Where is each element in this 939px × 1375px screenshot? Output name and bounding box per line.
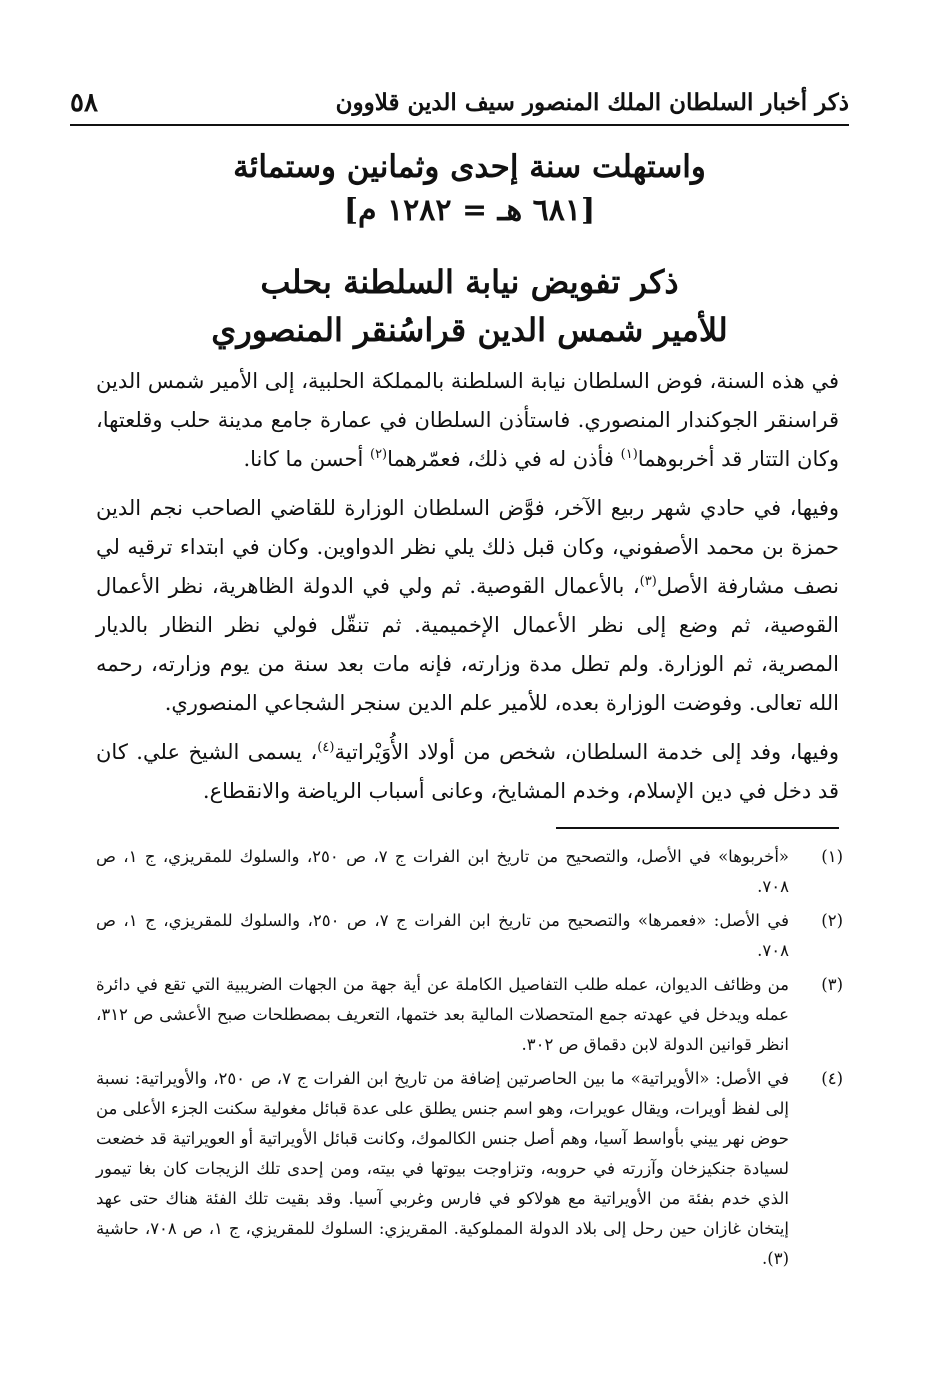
section-heading [90,258,849,354]
footnote-number: (٢) [821,911,843,930]
footnote-ref-2: (٢) [369,447,388,462]
footnote-2 [96,906,843,966]
footnote-text: في الأصل: «فعمرها» والتصحيح من تاريخ ابن الفرات ج ٧، ص ٢٥٠، والسلوك للمقريزي، ج ١، ص ٧٠٨. [96,911,789,960]
footnote-1 [96,842,843,902]
footnote-number: (٣) [821,975,843,994]
paragraph-1 [96,362,839,479]
footnotes [96,842,843,1278]
footnote-number: (٤) [821,1069,843,1088]
paragraph-1-text-b: فأذن له في ذلك، فعمّرهما [387,447,621,471]
year-heading-title: واستهلت سنة إحدى وثمانين وستمائة [233,149,706,185]
footnote-ref-4: (٤) [317,740,335,755]
footnote-3 [96,970,843,1060]
paragraph-1-text-c: أحسن ما كانا. [243,447,370,471]
section-heading-line-2: للأمير شمس الدين قراسُنقر المنصوري [211,311,728,349]
running-header [70,78,849,126]
footnote-ref-3: (٣) [639,574,657,589]
footnote-text: «أخربوها» في الأصل، والتصحيح من تاريخ ابن الفرات ج ٧، ص ٢٥٠، والسلوك للمقريزي، ج ١، ص ٧٠٨. [96,847,790,896]
footnote-text: من وظائف الديوان، عمله طلب التفاصيل الكاملة عن أية جهة من الجهات الضريبية التي تقع في دائرة عمله ويدخل في عهدته جمع المتحصلات المالية بعد ختمها، التعريف بمصطلحات صبح الأعشى ص ٣١٢، انظر قوانين الدولة لابن دقماق ص ٣٠٢. [96,975,789,1054]
body-text [96,362,839,821]
year-heading-dates: [٦٨١ هـ = ١٢٨٢ م] [343,193,596,228]
footnote-divider [556,827,839,829]
paragraph-3-text-b: ، يسمى الشيخ علي. كان قد دخل في دين الإسلام، وخدم المشايخ، وعانى أسباب الرياضة والانقطاع. [96,740,839,803]
paragraph-2-text-a: وفيها، في حادي شهر ربيع الآخر، فوَّض السلطان الوزارة للقاضي الصاحب نجم الدين حمزة بن محمد الأصفوني، وكان قبل ذلك يلي نظر الدواوين. وكان في ابتداء ترقيه لي نصف مشارفة الأصل [96,496,839,598]
paragraph-2 [96,489,839,723]
running-title: ذكر أخبار السلطان الملك المنصور سيف الدين قلاوون [335,89,849,116]
footnote-number: (١) [821,847,843,866]
page-number: ٥٨ [70,88,98,118]
footnote-text: في الأصل: «الأويراتية» ما بين الحاصرتين إضافة من تاريخ ابن الفرات ج ٧، ص ٢٥٠، والأويراتية: نسبة إلى لفظ أويرات، ويقال عويرات، وهو اسم جنس يطلق على عدة قبائل مغولية سكنت الجزء الأعلى من حوض نهر ييني بأواسط آسيا، وهم أصل جنس الكالموك، وكانت قبائل الأويراتية أو العويراتية قد خضعت لسيادة جنكيزخان وآزرته في حروبه، وتزاوجت بيوتها في بيته، ومن إحدى تلك الزيجات كان بغا تيمور الذي خدم بفئة من الأويراتية مع هولاكو في فارس وغربي آسيا. وقد بقيت تلك الفئة هناك حتى عهد إيتخان غازان حين رحل إلى بلاد الدولة المملوكية. المقريزي: السلوك للمقريزي، ج ١، ص ٧٠٨، حاشية (٣). [96,1069,790,1268]
paragraph-1-text-a: في هذه السنة، فوض السلطان نيابة السلطنة بالمملكة الحلبية، إلى الأمير شمس الدين قراسنقر الجوكندار المنصوري. فاستأذن السلطان في عمارة جامع مدينة حلب وقلعتها، وكان التتار قد أخربوهما [96,369,839,471]
year-heading [90,145,849,233]
paragraph-3-text-a: وفيها، وفد إلى خدمة السلطان، شخص من أولاد الأُوَيْراتية [334,740,839,764]
footnote-4 [96,1064,843,1274]
section-heading-line-1: ذكر تفويض نيابة السلطنة بحلب [260,263,679,301]
footnote-ref-1: (١) [620,447,638,462]
paragraph-3 [96,733,839,811]
paragraph-2-text-b: ، بالأعمال القوصية. ثم ولي في الدولة الظاهرية، نظر الأعمال القوصية، ثم وضع إلى نظر الأعمال الإخميمية. ثم تنقّل فولي نظر النظار بالديار المصرية، ثم الوزارة. ولم تطل مدة وزارته، فإنه مات بعد سنة من يوم وزارته، رحمه الله تعالى. وفوضت الوزارة بعده، للأمير علم الدين سنجر الشجاعي المنصوري. [96,574,839,715]
